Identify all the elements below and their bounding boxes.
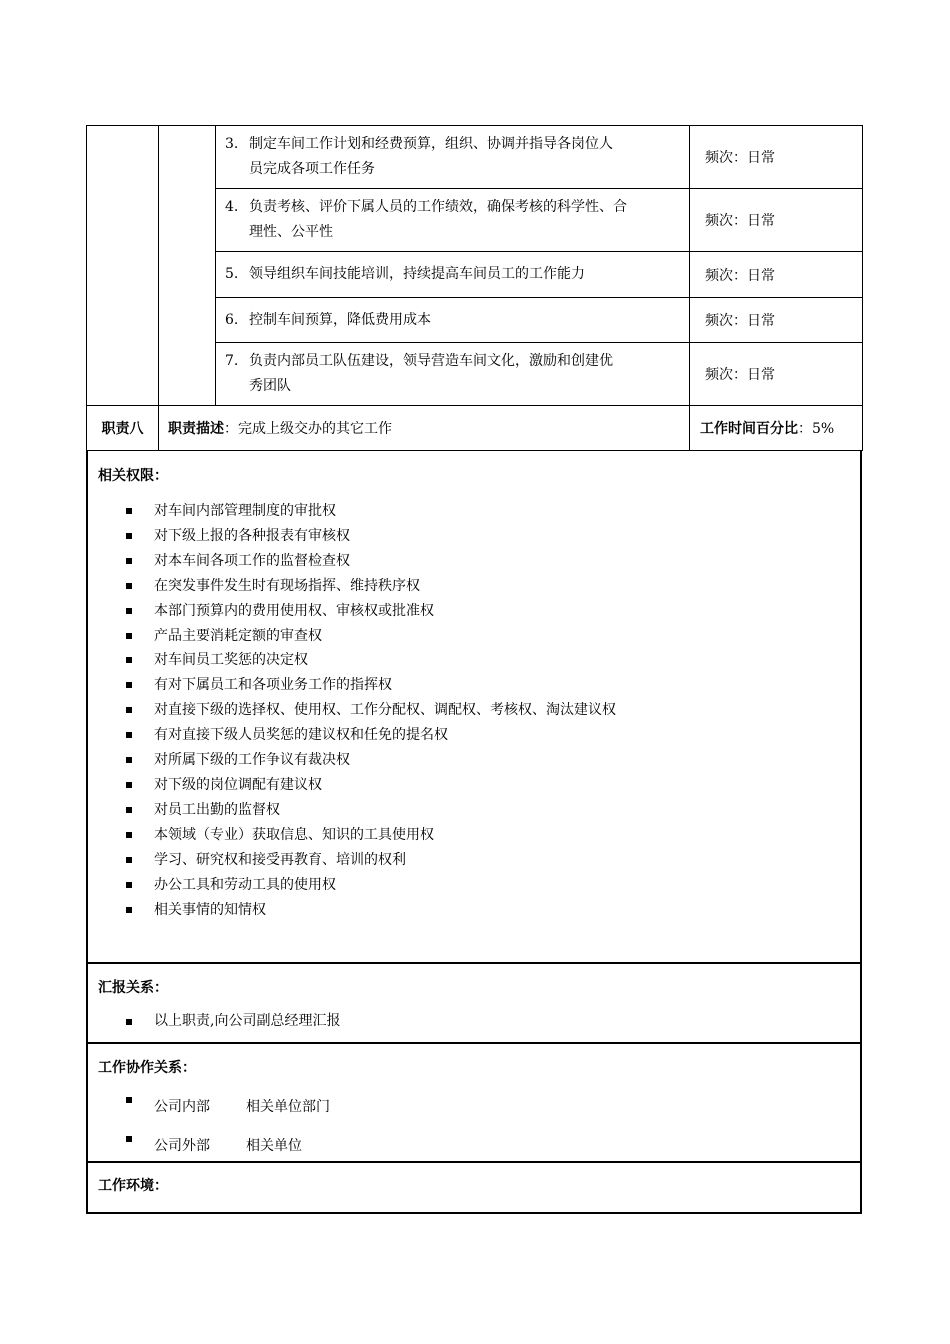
list-item: 学习、研究权和接受再教育、培训的权利 [88, 848, 860, 873]
list-item: 对车间员工奖惩的决定权 [88, 648, 860, 673]
list-item: 本领域（专业）获取信息、知识的工具使用权 [88, 823, 860, 848]
list-item: 在突发事件发生时有现场指挥、维持秩序权 [88, 574, 860, 599]
collaboration-list [88, 1088, 860, 1166]
frequency-cell: 频次：日常 [690, 252, 863, 298]
description-text: ：完成上级交办的其它工作 [224, 421, 392, 437]
duty-desc-cell [159, 126, 216, 406]
time-percentage-label: 工作时间百分比 [700, 421, 798, 437]
duty-label-cell [87, 126, 159, 406]
list-item: 产品主要消耗定额的审查权 [88, 624, 860, 649]
list-item: 对所属下级的工作争议有裁决权 [88, 748, 860, 773]
frequency-cell: 频次：日常 [690, 126, 863, 189]
task-text: 负责考核、评价下属人员的工作绩效，确保考核的科学性、合 [249, 199, 627, 215]
task-text: 负责内部员工队伍建设，领导营造车间文化，激励和创建优 [249, 353, 613, 369]
task-text: 制定车间工作计划和经费预算，组织、协调并指导各岗位人 [249, 136, 613, 152]
work-time-percentage [690, 406, 863, 451]
list-item [88, 1088, 860, 1127]
task-cell [216, 343, 690, 406]
task-row [87, 126, 863, 189]
task-cell [216, 189, 690, 252]
collaboration-section [86, 1044, 862, 1163]
list-item: 对本车间各项工作的监督检查权 [88, 549, 860, 574]
reporting-section [86, 964, 862, 1044]
work-environment-section [86, 1163, 862, 1214]
task-text: 控制车间预算，降低费用成本 [249, 311, 431, 328]
list-item: 有对直接下级人员奖惩的建议权和任免的提名权 [88, 723, 860, 748]
task-number: 4. [225, 199, 239, 215]
list-item: 本部门预算内的费用使用权、审核权或批准权 [88, 599, 860, 624]
reporting-list [88, 1010, 860, 1032]
duty-eight-description [159, 406, 690, 451]
time-percentage-value: ：5% [798, 421, 835, 437]
task-cell [216, 126, 690, 189]
rights-list [88, 499, 860, 922]
task-number: 6. [225, 311, 239, 328]
frequency-cell: 频次：日常 [690, 343, 863, 406]
task-cell [216, 252, 690, 298]
work-environment-title: 工作环境： [98, 1178, 168, 1194]
duty-eight-row [87, 406, 863, 451]
task-number: 3. [225, 136, 239, 152]
list-item: 相关事情的知情权 [88, 898, 860, 923]
collab-value: 相关单位部门 [246, 1099, 330, 1115]
reporting-title: 汇报关系： [98, 980, 168, 996]
task-text: 理性、公平性 [249, 224, 333, 240]
list-item: 对员工出勤的监督权 [88, 798, 860, 823]
task-number: 5. [225, 266, 239, 282]
rights-section [86, 451, 862, 964]
task-cell [216, 298, 690, 343]
list-item: 对车间内部管理制度的审批权 [88, 499, 860, 524]
job-description-sheet [86, 125, 862, 1214]
task-text: 员完成各项工作任务 [249, 161, 375, 177]
task-number: 7. [225, 353, 239, 369]
collab-part: 公司内部 [154, 1099, 210, 1115]
task-text: 领导组织车间技能培训，持续提高车间员工的工作能力 [249, 266, 585, 282]
list-item: 有对下属员工和各项业务工作的指挥权 [88, 673, 860, 698]
list-item: 对直接下级的选择权、使用权、工作分配权、调配权、考核权、淘汰建议权 [88, 698, 860, 723]
frequency-cell: 频次：日常 [690, 189, 863, 252]
list-item: 以上职责,向公司副总经理汇报 [88, 1010, 860, 1032]
rights-title: 相关权限： [98, 468, 168, 484]
duty-eight-label: 职责八 [87, 406, 159, 451]
description-label: 职责描述 [168, 421, 224, 437]
task-text: 秀团队 [249, 378, 291, 394]
frequency-cell: 频次：日常 [690, 298, 863, 343]
list-item: 办公工具和劳动工具的使用权 [88, 873, 860, 898]
collaboration-title: 工作协作关系： [98, 1060, 196, 1076]
list-item [88, 1127, 860, 1166]
list-item: 对下级的岗位调配有建议权 [88, 773, 860, 798]
duties-table [86, 125, 863, 451]
collab-value: 相关单位 [246, 1138, 302, 1154]
collab-part: 公司外部 [154, 1138, 210, 1154]
list-item: 对下级上报的各种报表有审核权 [88, 524, 860, 549]
